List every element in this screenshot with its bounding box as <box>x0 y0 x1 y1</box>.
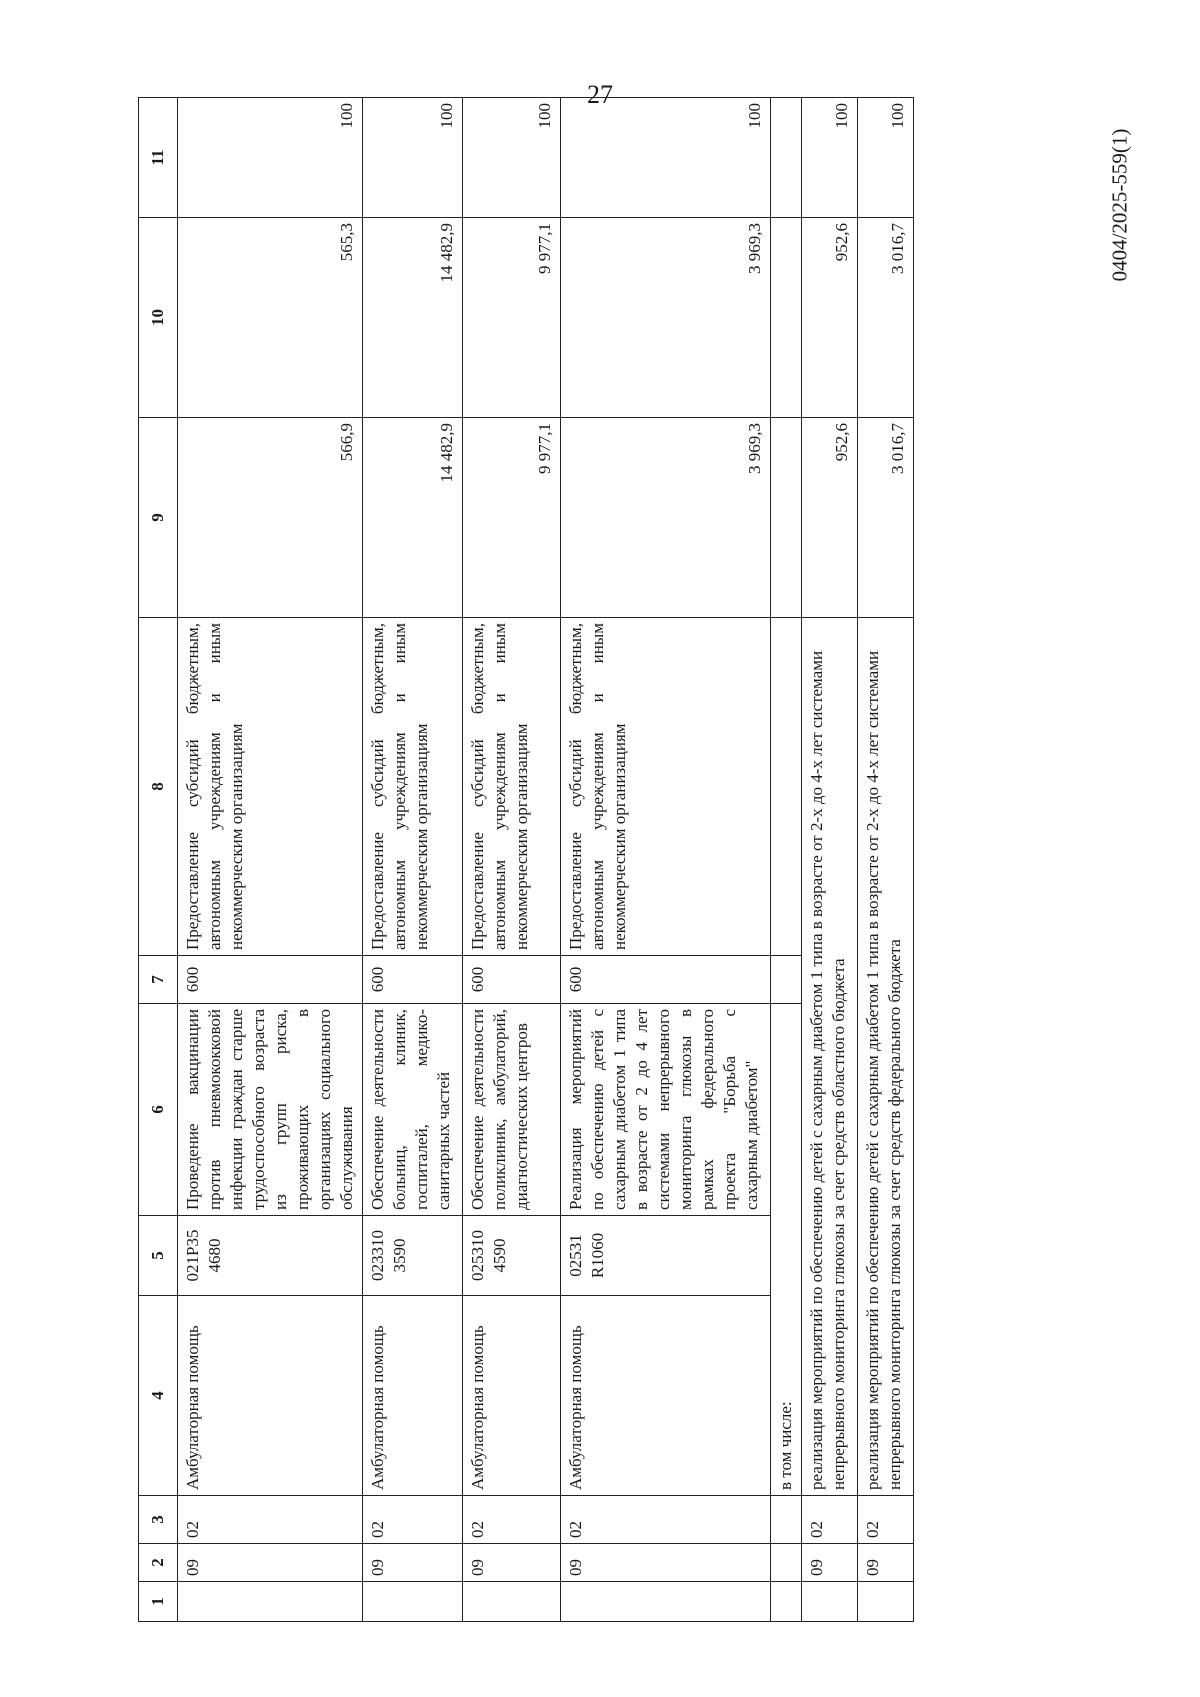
cell-col8: Предоставление субсидий бюджетным, автономным учреждениям и иным некоммерческим организациям <box>561 618 771 956</box>
budget-table <box>138 97 914 1622</box>
header-cell: 7 <box>139 956 178 1004</box>
cell-col10 <box>771 218 802 418</box>
cell-col9: 3 969,3 <box>561 418 771 618</box>
cell-col5: 023310 3590 <box>363 1216 463 1296</box>
cell-col7 <box>771 956 802 1004</box>
cell-col11: 100 <box>463 98 561 218</box>
cell-col3 <box>771 1496 802 1544</box>
cell-col10: 3 016,7 <box>858 218 914 418</box>
sub-row <box>858 98 914 1622</box>
rotated-table <box>138 98 907 1622</box>
header-cell: 10 <box>139 218 178 418</box>
cell-col10: 14 482,9 <box>363 218 463 418</box>
cell-col4: Амбулаторная помощь <box>178 1296 363 1496</box>
cell-col11: 100 <box>561 98 771 218</box>
cell-col1 <box>363 1582 463 1622</box>
cell-col4: Амбулаторная помощь <box>363 1296 463 1496</box>
cell-col7: 600 <box>463 956 561 1004</box>
cell-col8: Предоставление субсидий бюджетным, автономным учреждениям и иным некоммерческим организациям <box>463 618 561 956</box>
table-container <box>138 98 907 1622</box>
cell-col4: Амбулаторная помощь <box>463 1296 561 1496</box>
cell-col6: Реализация мероприятий по обеспечению детей с сахарным диабетом 1 типа в возрасте от 2 до 4 лет системами непрерывного мониторинга глюкозы в рамках федерального проекта "Борьба с сахарным диабетом" <box>561 1004 771 1216</box>
page-number: 27 <box>587 80 613 109</box>
cell-col6: Проведение вакцинации против пневмококковой инфекции граждан старше трудоспособного возраста из групп риска, проживающих в организациях социального обслуживания <box>178 1004 363 1216</box>
cell-col3: 02 <box>858 1496 914 1544</box>
cell-col11: 100 <box>802 98 858 218</box>
cell-col10: 952,6 <box>802 218 858 418</box>
cell-col5: 021P35 4680 <box>178 1216 363 1296</box>
cell-col3: 02 <box>363 1496 463 1544</box>
cell-col2: 09 <box>178 1544 363 1582</box>
header-cell: 3 <box>139 1496 178 1544</box>
table-row <box>561 98 771 1622</box>
sub-row-text: реализация мероприятий по обеспечению детей с сахарным диабетом 1 типа в возрасте от 2-х до 4-х лет системами непрерывного мониторинга глюкозы за счет средств областного бюджета <box>802 618 858 1496</box>
cell-col8: Предоставление субсидий бюджетным, автономным учреждениям и иным некоммерческим организациям <box>178 618 363 956</box>
subtotal-label-row <box>771 98 802 1622</box>
cell-col5: 02531 R1060 <box>561 1216 771 1296</box>
table-row <box>178 98 363 1622</box>
cell-col3: 02 <box>561 1496 771 1544</box>
subtotal-label: в том числе: <box>771 1004 802 1496</box>
header-cell: 1 <box>139 1582 178 1622</box>
cell-col7: 600 <box>363 956 463 1004</box>
cell-col6: Обеспечение деятельности поликлиник, амбулаторий, диагностических центров <box>463 1004 561 1216</box>
table-row <box>363 98 463 1622</box>
cell-col1 <box>771 1582 802 1622</box>
cell-col2: 09 <box>561 1544 771 1582</box>
cell-col1 <box>802 1582 858 1622</box>
cell-col2 <box>771 1544 802 1582</box>
cell-col9 <box>771 418 802 618</box>
cell-col6: Обеспечение деятельности больниц, клиник, госпиталей, медико-санитарных частей <box>363 1004 463 1216</box>
document-code: 0404/2025-559(1) <box>1107 128 1132 282</box>
header-cell: 9 <box>139 418 178 618</box>
cell-col3: 02 <box>802 1496 858 1544</box>
cell-col9: 3 016,7 <box>858 418 914 618</box>
sub-row-text: реализация мероприятий по обеспечению детей с сахарным диабетом 1 типа в возрасте от 2-х до 4-х лет системами непрерывного мониторинга глюкозы за счет средств федерального бюджета <box>858 618 914 1496</box>
cell-col9: 566,9 <box>178 418 363 618</box>
header-cell: 4 <box>139 1296 178 1496</box>
cell-col9: 9 977,1 <box>463 418 561 618</box>
cell-col3: 02 <box>178 1496 363 1544</box>
cell-col7: 600 <box>178 956 363 1004</box>
cell-col11: 100 <box>858 98 914 218</box>
cell-col8 <box>771 618 802 956</box>
cell-col11 <box>771 98 802 218</box>
cell-col10: 9 977,1 <box>463 218 561 418</box>
cell-col10: 565,3 <box>178 218 363 418</box>
doc-code-container <box>1100 100 1140 310</box>
header-cell: 5 <box>139 1216 178 1296</box>
cell-col2: 09 <box>363 1544 463 1582</box>
header-cell: 6 <box>139 1004 178 1216</box>
cell-col1 <box>858 1582 914 1622</box>
cell-col1 <box>561 1582 771 1622</box>
cell-col11: 100 <box>363 98 463 218</box>
cell-col9: 14 482,9 <box>363 418 463 618</box>
cell-col4: Амбулаторная помощь <box>561 1296 771 1496</box>
cell-col2: 09 <box>858 1544 914 1582</box>
header-cell: 8 <box>139 618 178 956</box>
cell-col11: 100 <box>178 98 363 218</box>
cell-col2: 09 <box>802 1544 858 1582</box>
sub-row <box>802 98 858 1622</box>
header-cell: 11 <box>139 98 178 218</box>
table-row <box>463 98 561 1622</box>
cell-col7: 600 <box>561 956 771 1004</box>
cell-col2: 09 <box>463 1544 561 1582</box>
cell-col10: 3 969,3 <box>561 218 771 418</box>
cell-col5: 025310 4590 <box>463 1216 561 1296</box>
cell-col1 <box>463 1582 561 1622</box>
cell-col1 <box>178 1582 363 1622</box>
table-header-row <box>139 98 178 1622</box>
cell-col3: 02 <box>463 1496 561 1544</box>
cell-col9: 952,6 <box>802 418 858 618</box>
cell-col8: Предоставление субсидий бюджетным, автономным учреждениям и иным некоммерческим организациям <box>363 618 463 956</box>
header-cell: 2 <box>139 1544 178 1582</box>
